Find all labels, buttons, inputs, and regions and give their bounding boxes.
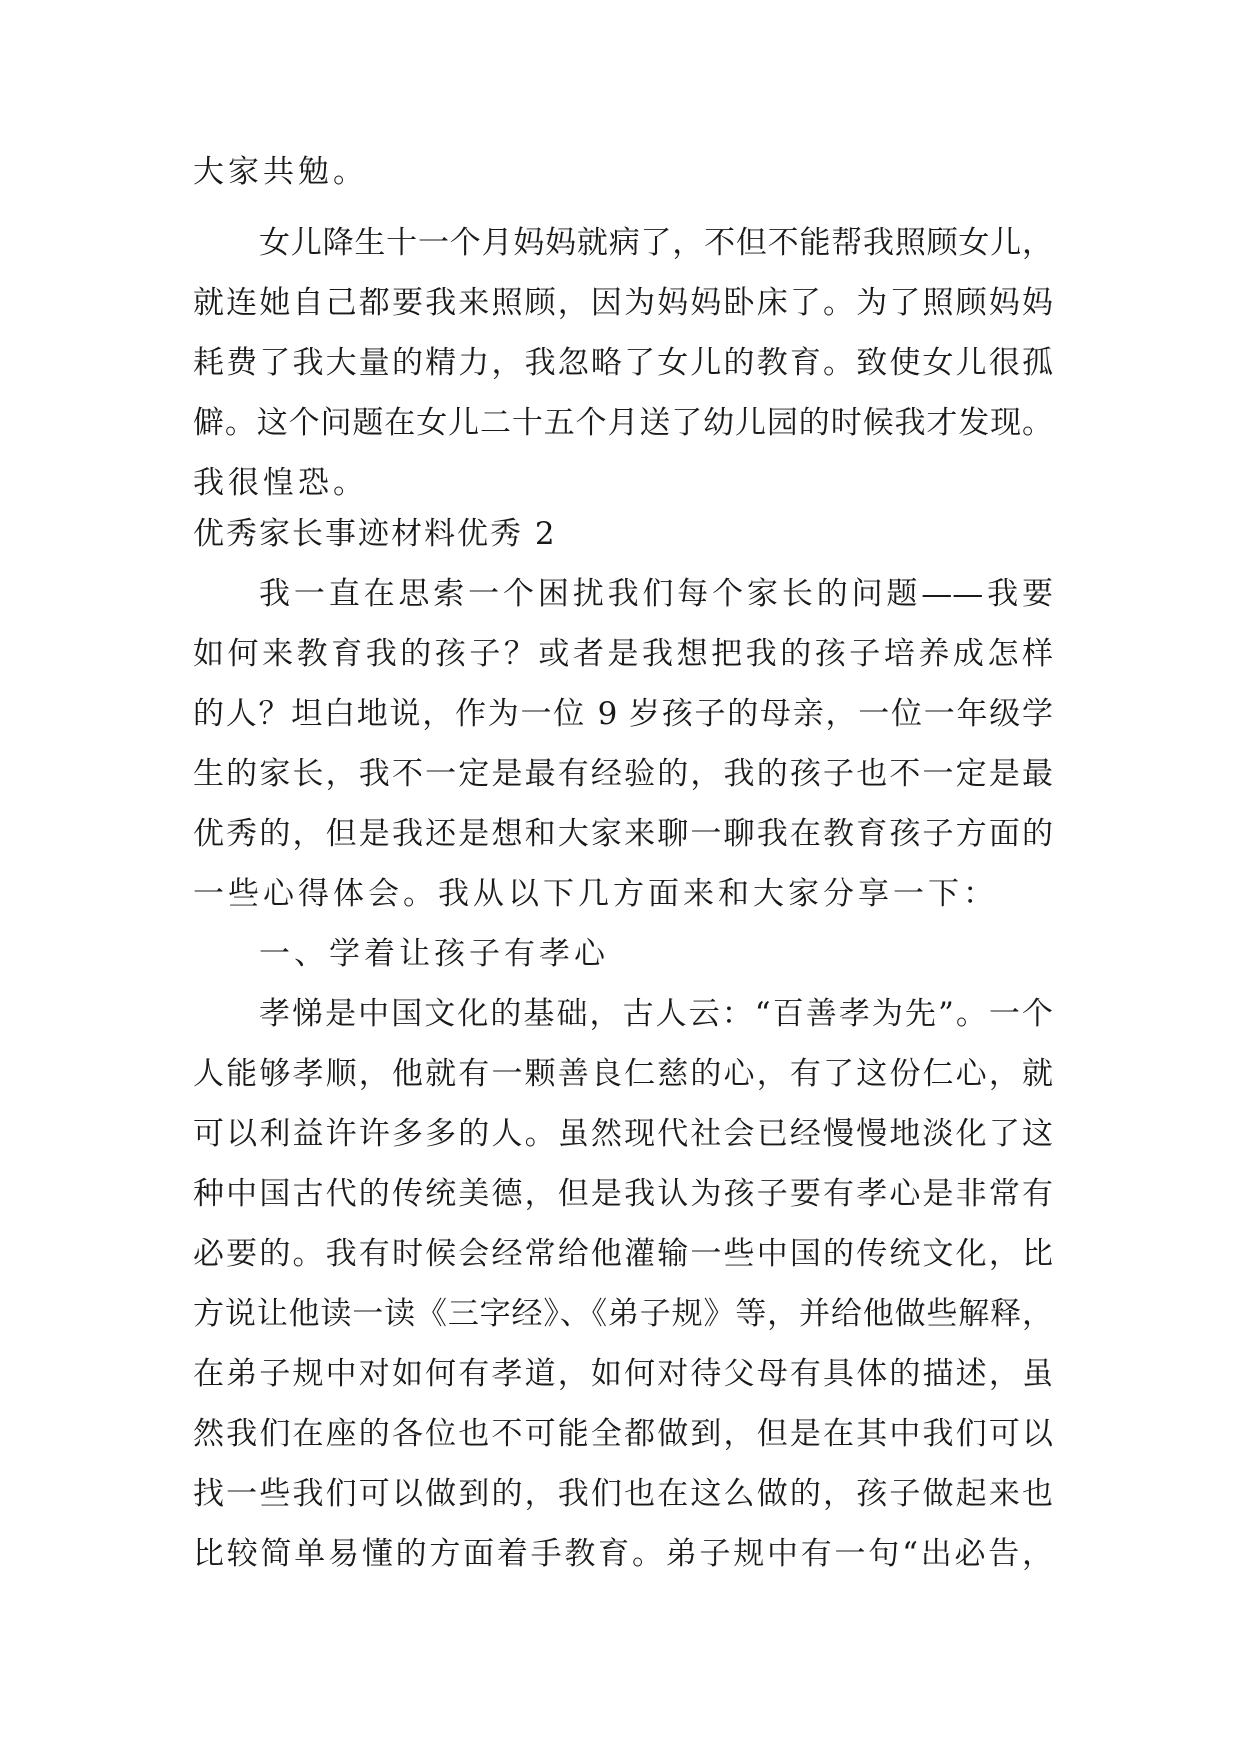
text-line: 耗费了我大量的精力，我忽略了女儿的教育。致使女儿很孤: [193, 345, 1053, 381]
text-line: 在弟子规中对如何有孝道，如何对待父母有具体的描述，虽: [193, 1356, 1053, 1392]
paragraph-first-line: 女儿降生十一个月妈妈就病了，不但不能帮我照顾女儿，: [259, 225, 1053, 261]
text-line: 僻。这个问题在女儿二十五个月送了幼儿园的时候我才发现。: [193, 405, 1053, 441]
text-line: 我很惶恐。: [193, 465, 368, 501]
text-line: 大家共勉。: [193, 154, 368, 190]
text-line: 然我们在座的各位也不可能全都做到，但是在其中我们可以: [193, 1416, 1053, 1452]
text-line: 比较简单易懂的方面着手教育。弟子规中有一句“出必告，: [193, 1536, 1053, 1572]
text-line: 如何来教育我的孩子？或者是我想把我的孩子培养成怎样: [193, 636, 1053, 672]
text-line: 必要的。我有时候会经常给他灌输一些中国的传统文化，比: [193, 1236, 1053, 1272]
text-line: 就连她自己都要我来照顾，因为妈妈卧床了。为了照顾妈妈: [193, 285, 1053, 321]
text-line: 优秀的，但是我还是想和大家来聊一聊我在教育孩子方面的: [193, 816, 1053, 852]
text-line: 人能够孝顺，他就有一颗善良仁慈的心，有了这份仁心，就: [193, 1056, 1053, 1092]
text-line: 的人？坦白地说，作为一位 9 岁孩子的母亲，一位一年级学: [193, 696, 1053, 732]
section-heading: 优秀家长事迹材料优秀 2: [193, 516, 557, 552]
text-line: 方说让他读一读《三字经》、《弟子规》等，并给他做些解释，: [193, 1296, 1053, 1332]
text-line: 一些心得体会。我从以下几方面来和大家分享一下：: [193, 876, 998, 912]
paragraph-first-line: 我一直在思索一个困扰我们每个家长的问题——我要: [259, 576, 1053, 612]
text-line: 种中国古代的传统美德，但是我认为孩子要有孝心是非常有: [193, 1176, 1053, 1212]
subsection-heading: 一、学着让孩子有孝心: [259, 936, 609, 972]
text-line: 可以利益许许多多的人。虽然现代社会已经慢慢地淡化了这: [193, 1116, 1053, 1152]
paragraph-first-line: 孝悌是中国文化的基础，古人云：“百善孝为先”。一个: [259, 996, 1053, 1032]
text-line: 生的家长，我不一定是最有经验的，我的孩子也不一定是最: [193, 756, 1053, 792]
text-line: 找一些我们可以做到的，我们也在这么做的，孩子做起来也: [193, 1476, 1053, 1512]
